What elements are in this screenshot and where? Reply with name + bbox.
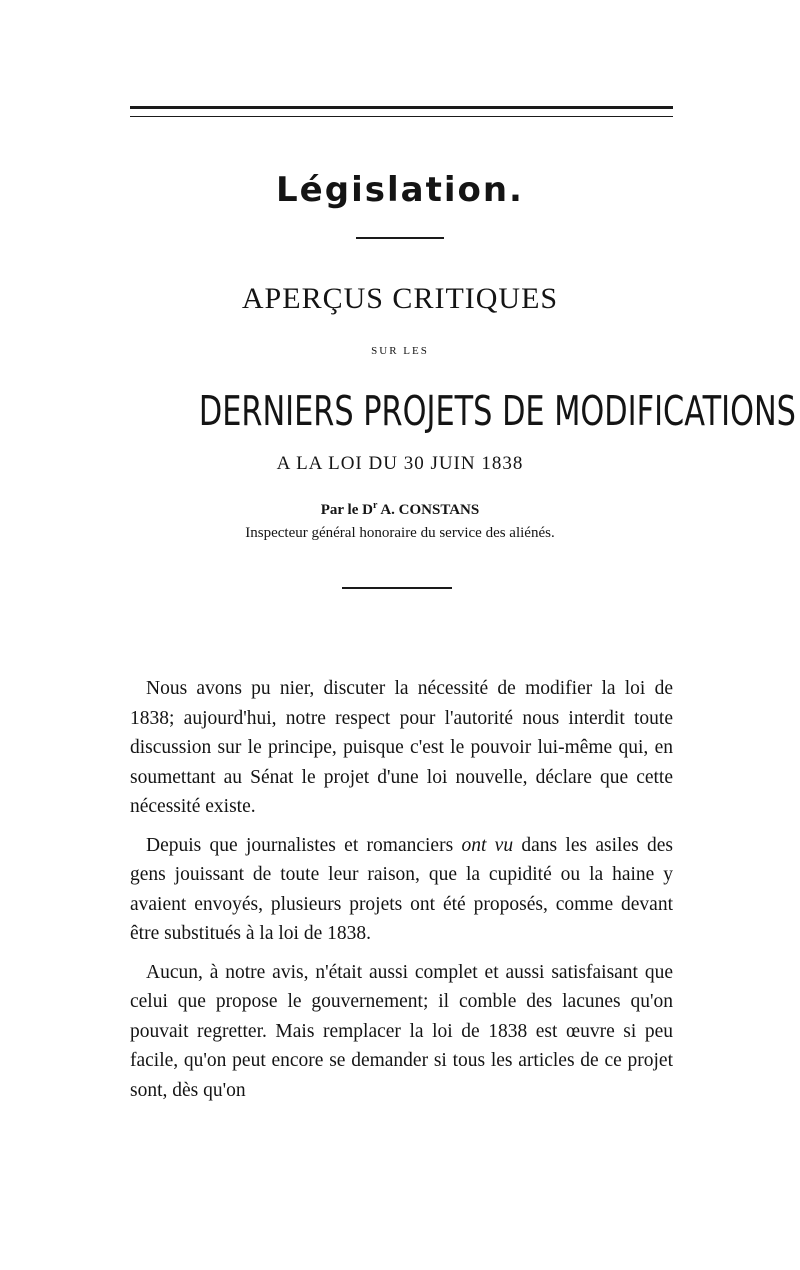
article-main-heading: DERNIERS PROJETS DE MODIFICATIONS: [198, 387, 796, 435]
author-prefix: Par le D: [320, 502, 373, 518]
separator-rule-2: [342, 587, 452, 589]
top-rule-thin: [130, 116, 673, 117]
top-rule-thick: [130, 106, 673, 109]
paragraph-2-end: dans les asiles des gens jouissant de toute leur raison, que la cupidité ou la haine y avaient envoyés, plusieurs projets ont été proposés, comme devant être substitués à la loi de 1838.: [130, 834, 673, 944]
paragraph-1: Nous avons pu nier, discuter la nécessité de modifier la loi de 1838; aujourd'hui, notre respect pour l'autorité nous interdit toute discussion sur le principe, puisque c'est le pouvoir lui-même qui, en soumettant au Sénat le projet d'une loi nouvelle, déclare que cette nécessité existe.: [130, 678, 673, 817]
section-title: Législation.: [276, 170, 524, 210]
separator-rule: [356, 237, 444, 239]
paragraph-2: [130, 831, 673, 949]
article-law-reference: A LA LOI DU 30 JUIN 1838: [276, 453, 524, 474]
article-body: [130, 674, 673, 1114]
author-name: A. CONSTANS: [377, 502, 480, 518]
paragraph-2-emphasis: ont vu: [461, 834, 514, 856]
paragraph-3: Aucun, à notre avis, n'était aussi complet et aussi satisfaisant que celui que propose le gouvernement; il comble des lacunes qu'on pouvait regretter. Mais remplacer la loi de 1838 est œuvre si peu facile, qu'on peut encore se demander si tous les articles de ce projet sont, dès qu'on: [130, 961, 673, 1101]
author-affiliation: Inspecteur général honoraire du service des aliénés.: [245, 525, 555, 541]
article-subtitle-connector: SUR LES: [371, 345, 429, 357]
author-line: [0, 500, 800, 519]
paragraph-2-start: Depuis que journalistes et romanciers: [146, 834, 462, 856]
author-title-sup: r: [372, 500, 378, 511]
article-title: APERÇUS CRITIQUES: [241, 282, 559, 315]
